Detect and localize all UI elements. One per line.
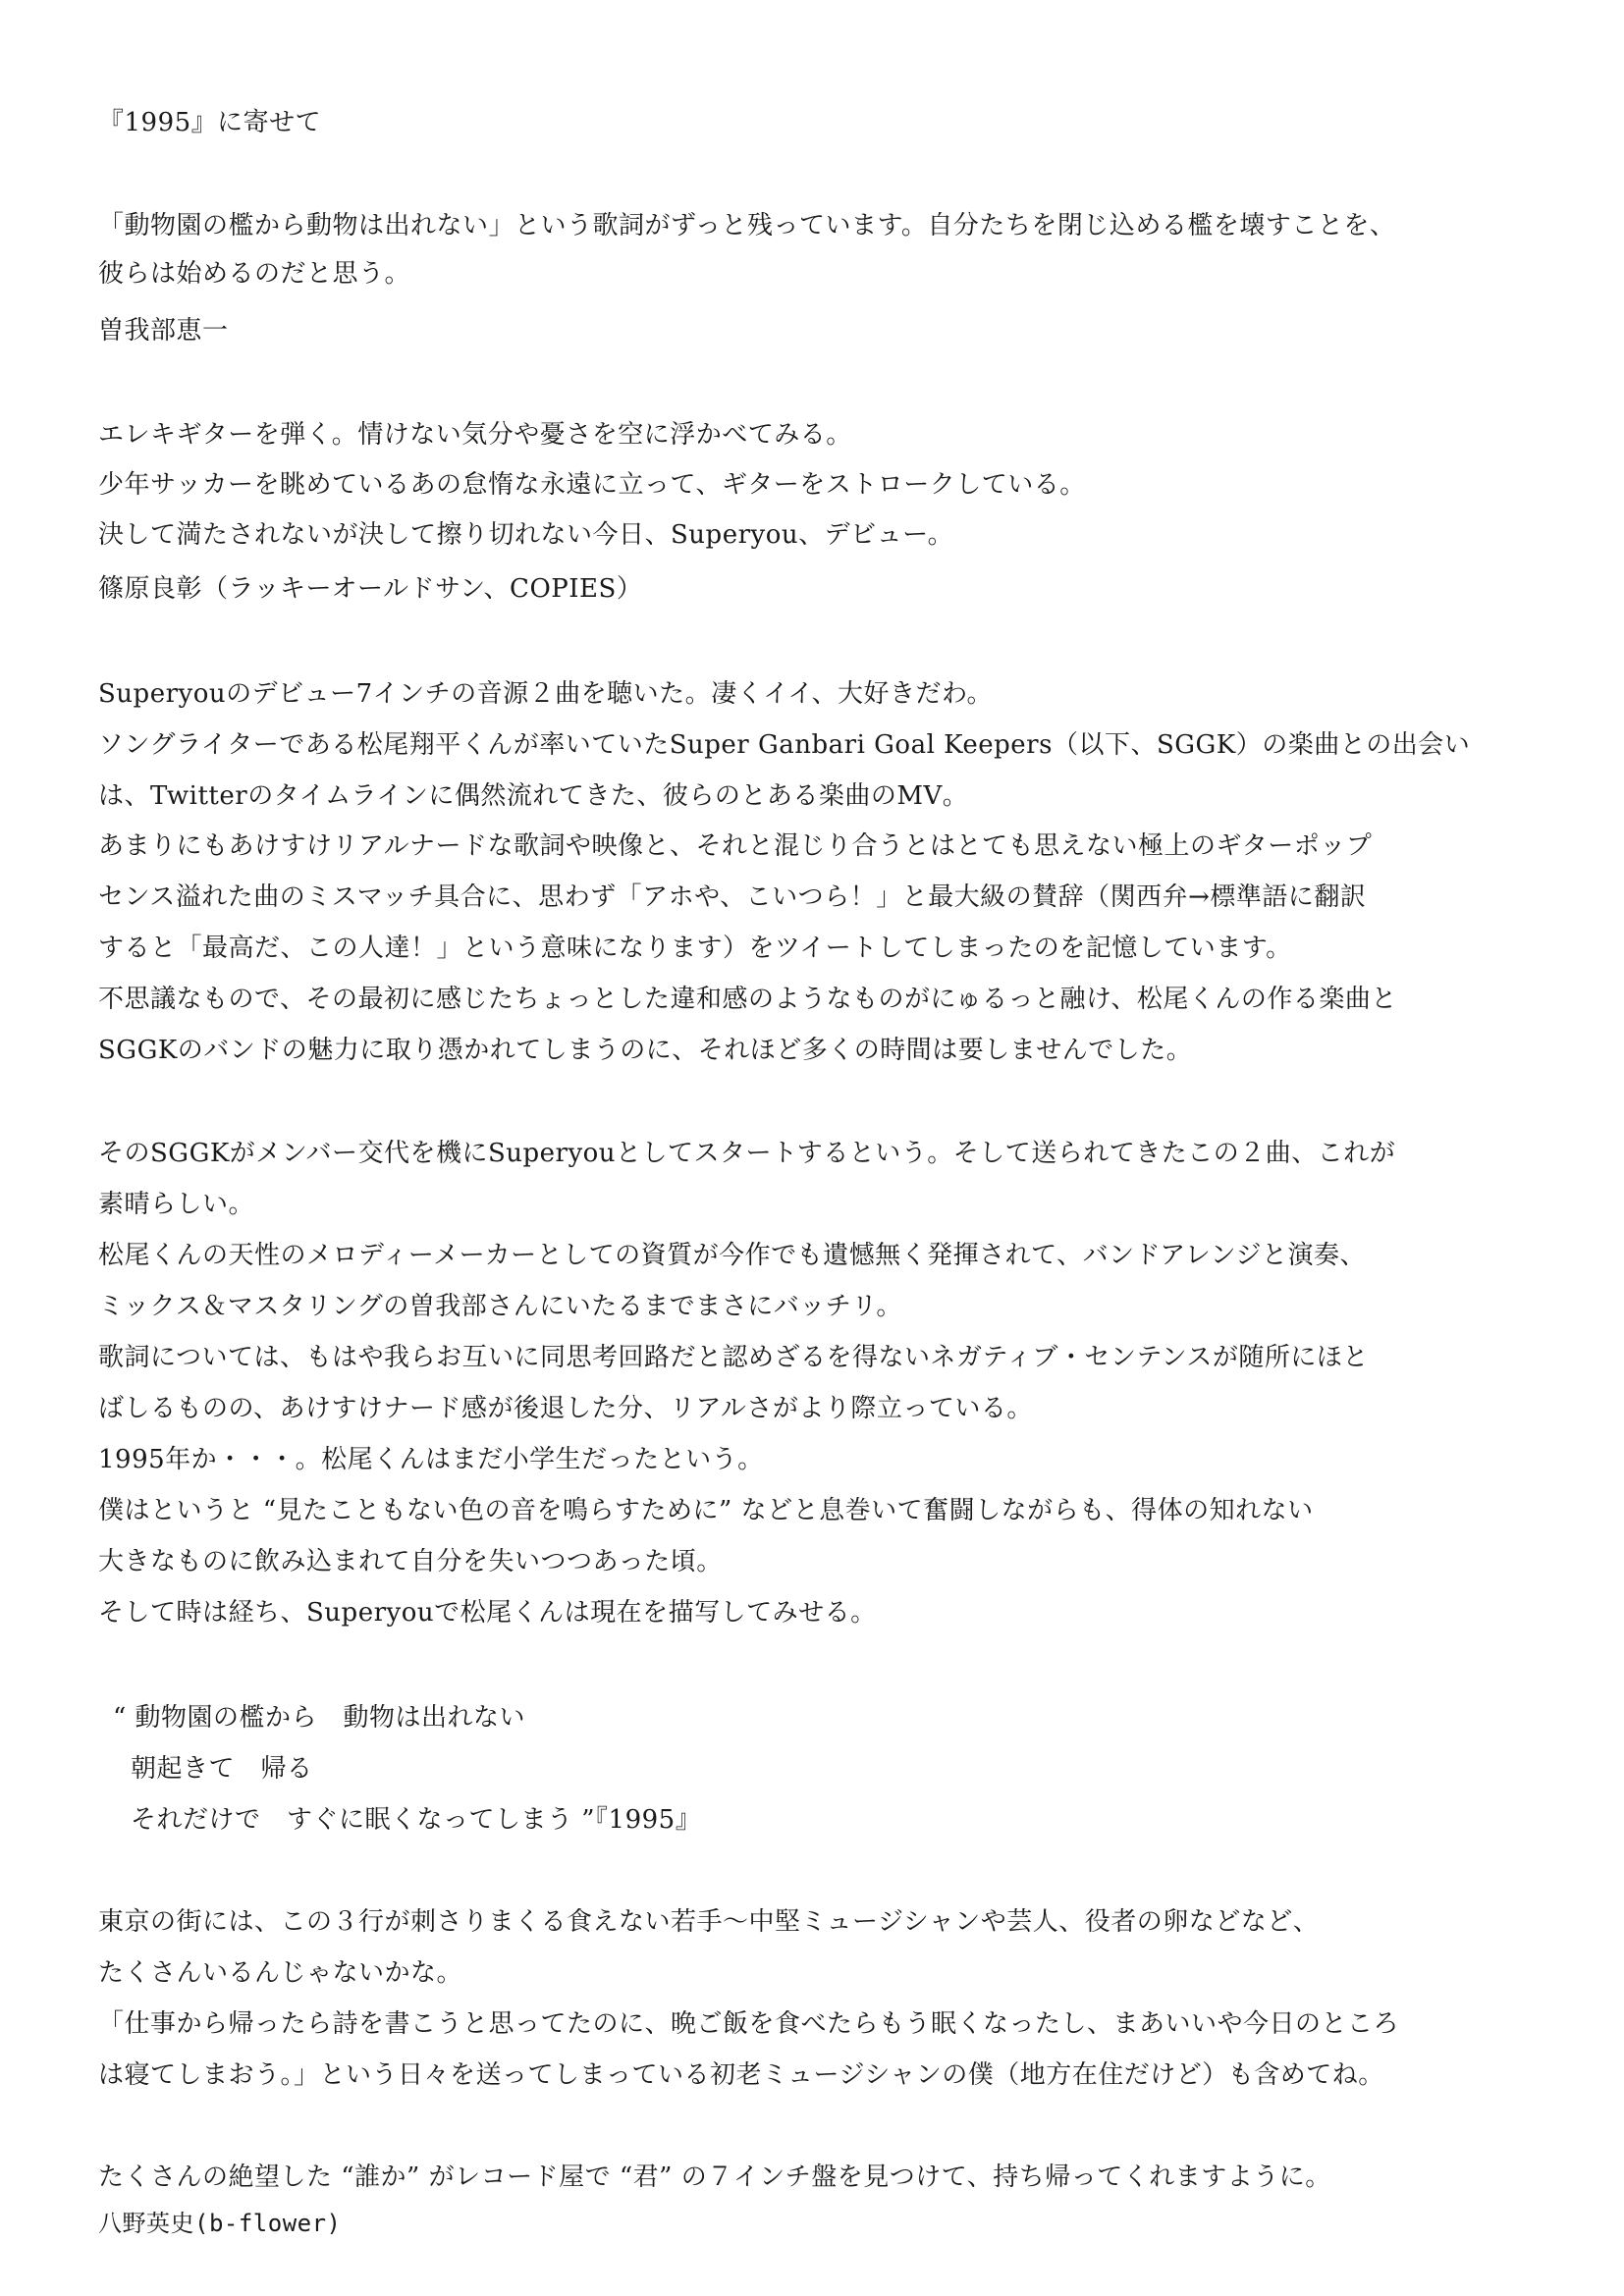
body-line: 彼らは始めるのだと思う。 xyxy=(98,259,411,289)
body-line: センス溢れた曲のミスマッチ具合に、思わず「アホや、こいつら！」と最大級の賛辞（関西弁→標準語に翻訳 xyxy=(98,882,1367,912)
body-line: 1995年か・・・。松尾くんはまだ小学生だったという。 xyxy=(98,1445,764,1474)
lyric-quote-line: “ 動物園の檻から 動物は出れない xyxy=(113,1703,526,1733)
body-line: Superyouのデビュー7インチの音源２曲を聴いた。凄くイイ、大好きだわ。 xyxy=(98,679,993,709)
body-line: 「仕事から帰ったら詩を書こうと思ってたのに、晩ご飯を食べたらもう眠くなったし、まあいいや今日のところ xyxy=(98,2009,1400,2039)
body-line: エレキギターを弾く。情けない気分や憂さを空に浮かべてみる。 xyxy=(98,420,852,450)
body-line: そして時は経ち、Superyouで松尾くんは現在を描写してみせる。 xyxy=(98,1598,877,1628)
signature: 曽我部恵一 xyxy=(98,316,229,346)
body-line: 歌詞については、もはや我らお互いに同思考回路だと認めざるを得ないネガティブ・センテンスが随所にほと xyxy=(98,1343,1369,1372)
body-line: 僕はというと “見たこともない色の音を鳴らすために” などと息巻いて奮闘しながらも、得体の知れない xyxy=(98,1496,1314,1525)
body-line: すると「最高だ、この人達！」という意味になります）をツイートしてしまったのを記憶しています。 xyxy=(98,934,1292,963)
body-line: は寝てしまおう。」という日々を送ってしまっている初老ミュージシャンの僕（地方在住だけど）も含めてね。 xyxy=(98,2060,1384,2090)
body-line: そのSGGKがメンバー交代を機にSuperyouとしてスタートするという。そして送られてきたこの２曲、これが xyxy=(98,1139,1396,1168)
document-title: 『1995』に寄せて xyxy=(98,108,322,137)
body-line: 少年サッカーを眺めているあの怠惰な永遠に立って、ギターをストロークしている。 xyxy=(98,470,1086,500)
body-line: ばしるものの、あけすけナード感が後退した分、リアルさがより際立っている。 xyxy=(98,1394,1033,1423)
lyric-quote-line: 朝起きて 帰る xyxy=(131,1754,313,1784)
body-line: SGGKのバンドの魅力に取り憑かれてしまうのに、それほど多くの時間は要しませんでした。 xyxy=(98,1036,1193,1065)
body-line: 不思議なもので、その最初に感じたちょっとした違和感のようなものがにゅるっと融け、松尾くんの作る楽曲と xyxy=(98,985,1397,1014)
body-line: 大きなものに飲み込まれて自分を失いつつあった頃。 xyxy=(98,1547,723,1576)
body-line: 素晴らしい。 xyxy=(98,1190,255,1219)
body-line: たくさんの絶望した “誰か” がレコード屋で “君” の７インチ盤を見つけて、持ち帰ってくれますように。 xyxy=(98,2163,1331,2192)
signature: 篠原良彰（ラッキーオールドサン、COPIES） xyxy=(98,574,643,604)
body-line: は、Twitterのタイムラインに偶然流れてきた、彼らのとある楽曲のMV。 xyxy=(98,781,969,811)
signature: 八野英史(b-flower) xyxy=(98,2210,342,2237)
body-line: ソングライターである松尾翔平くんが率いていたSuper Ganbari Goal Keepers（以下、SGGK）の楽曲との出会い xyxy=(98,730,1471,760)
body-line: たくさんいるんじゃないかな。 xyxy=(98,1958,463,1988)
body-line: ミックス＆マスタリングの曽我部さんにいたるまでまさにバッチリ。 xyxy=(98,1292,902,1321)
body-line: 「動物園の檻から動物は出れない」という歌詞がずっと残っています。自分たちを閉じ込める檻を壊すことを、 xyxy=(98,211,1396,240)
body-line: 東京の街には、この３行が刺さりまくる食えない若手〜中堅ミュージシャンや芸人、役者の卵などなど、 xyxy=(98,1907,1320,1937)
lyric-quote-line: それだけで すぐに眠くなってしまう ”『1995』 xyxy=(131,1805,702,1835)
body-line: 松尾くんの天性のメロディーメーカーとしての資質が今作でも遺憾無く発揮されて、バンドアレンジと演奏、 xyxy=(98,1241,1366,1270)
body-line: 決して満たされないが決して擦り切れない今日、Superyou、デビュー。 xyxy=(98,520,954,550)
body-line: あまりにもあけすけリアルナードな歌詞や映像と、それと混じり合うとはとても思えない極上のギターポップ xyxy=(98,831,1373,861)
